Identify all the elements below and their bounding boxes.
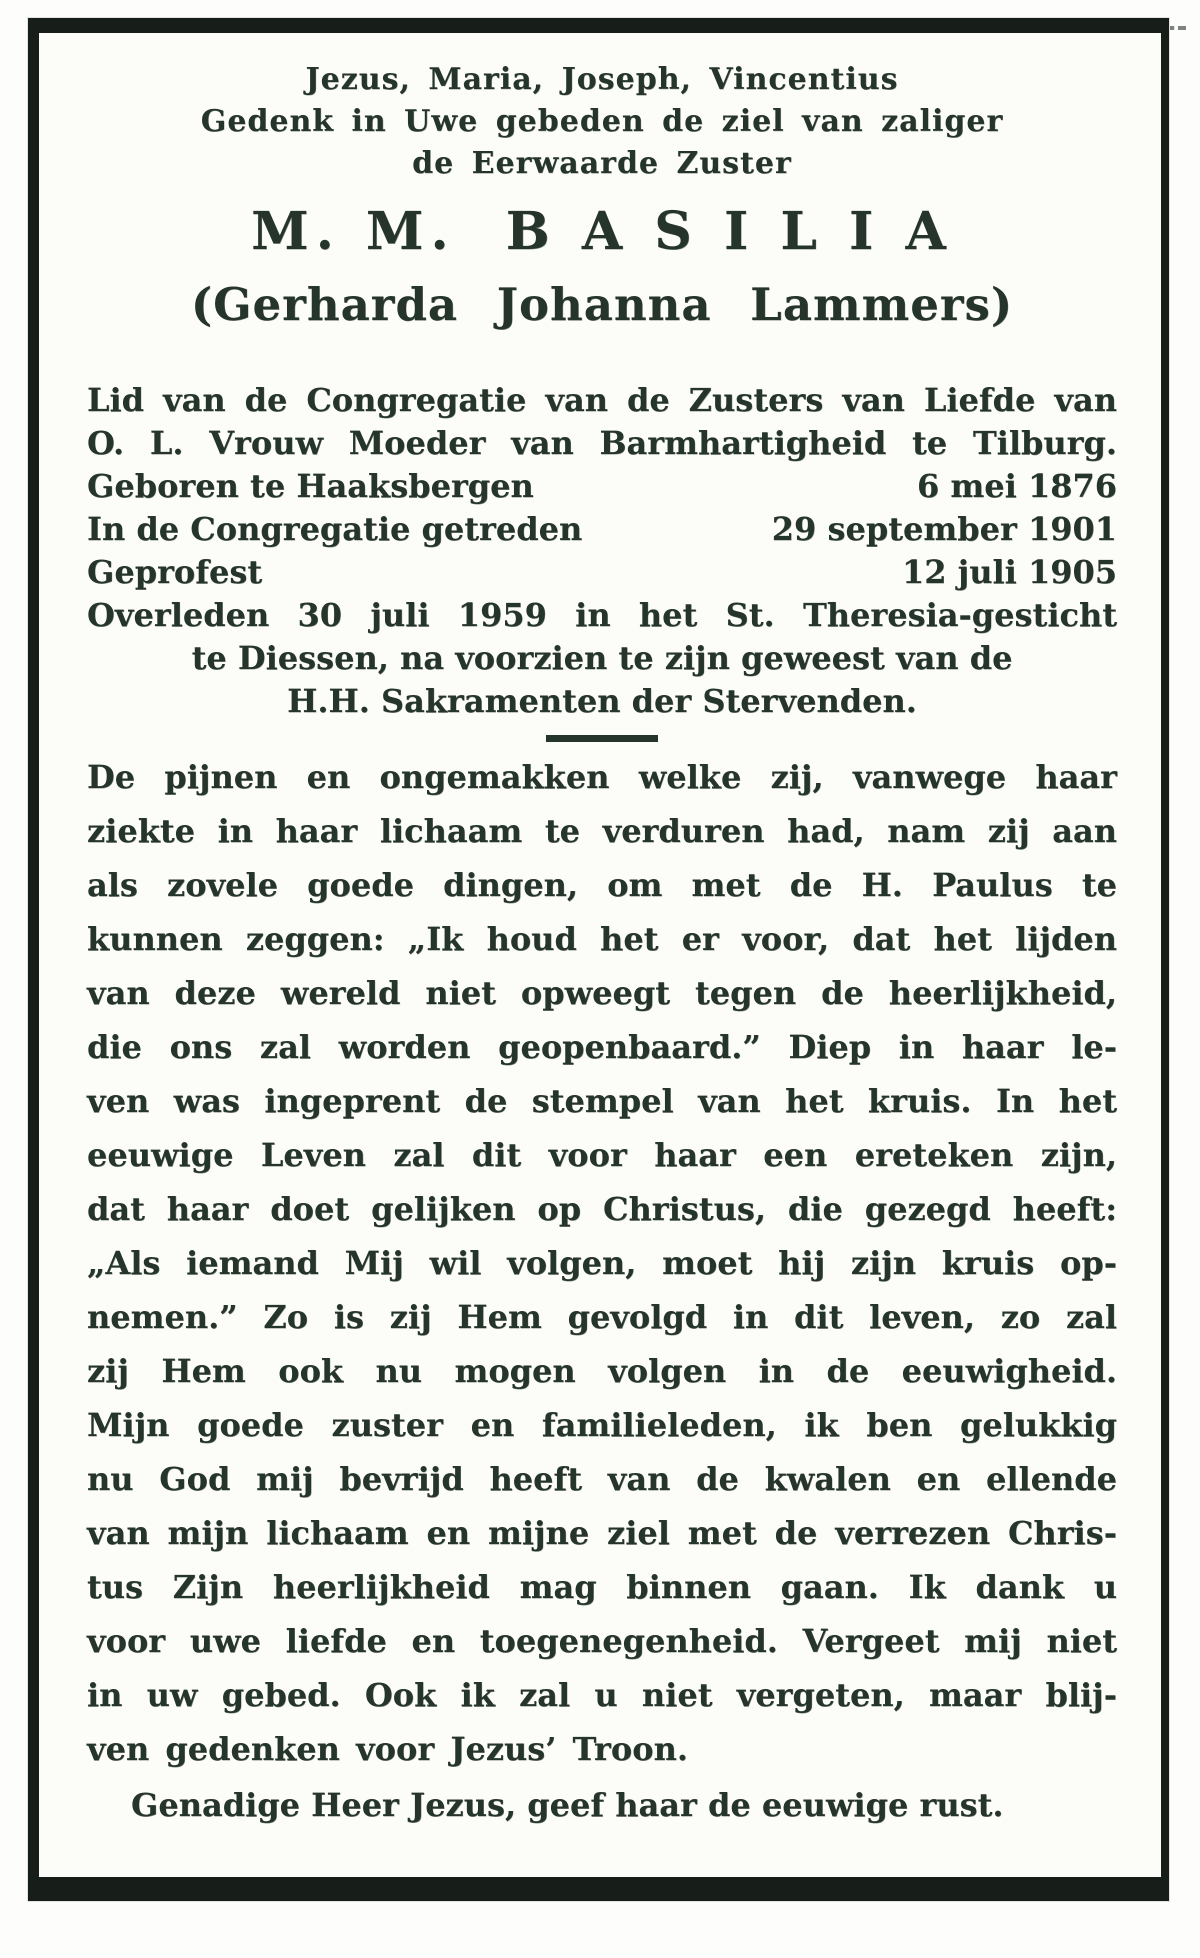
death-line: te Diessen, na voorzien te zijn geweest van de: [191, 639, 1013, 677]
body-line: voor uwe liefde en toegenegenheid. Vergeet mij niet: [87, 1622, 1117, 1660]
invocation-line: Jezus, Maria, Joseph, Vincentius: [305, 62, 899, 97]
life-event-date: 12 juli 1905: [901, 553, 1117, 591]
card-content: [39, 33, 1161, 1832]
body-line: „Als iemand Mij wil volgen, moet hij zijn kruis op-: [87, 1244, 1117, 1282]
memento-line-2: de Eerwaarde Zuster: [412, 146, 792, 181]
body-line: Mijn goede zuster en familieleden, ik ben gelukkig: [87, 1406, 1117, 1444]
body-line: die ons zal worden geopenbaard.” Diep in haar le-: [87, 1028, 1117, 1066]
body-line: ven was ingeprent de stempel van het kruis. In het: [87, 1082, 1117, 1120]
life-event-row: [87, 465, 1117, 508]
body-line: ziekte in haar lichaam te verduren had, nam zij aan: [87, 812, 1117, 850]
body-line: tus Zijn heerlijkheid mag binnen gaan. Ik dank u: [87, 1568, 1117, 1606]
body-line: nemen.” Zo is zij Hem gevolgd in dit leven, zo zal: [87, 1298, 1117, 1336]
life-event-label: Geboren te Haaksbergen: [87, 467, 534, 505]
membership-line: O. L. Vrouw Moeder van Barmhartigheid te Tilburg.: [87, 424, 1117, 462]
prayer-paragraph-1: [87, 750, 1117, 1398]
prayer-paragraph-2: [87, 1398, 1117, 1776]
body-line: dat haar doet gelijken op Christus, die gezegd heeft:: [87, 1190, 1117, 1228]
body-line: ven gedenken voor Jezus’ Troon.: [87, 1730, 688, 1768]
body-line: van mijn lichaam en mijne ziel met de verrezen Chris-: [87, 1514, 1117, 1552]
body-line: De pijnen en ongemakken welke zij, vanwege haar: [87, 758, 1117, 796]
body-line: als zovele goede dingen, om met de H. Paulus te: [87, 866, 1117, 904]
biography-section: [87, 379, 1117, 723]
life-event-row: [87, 508, 1117, 551]
membership-line: Lid van de Congregatie van de Zusters van Liefde van: [87, 381, 1117, 419]
life-event-date: 29 september 1901: [771, 510, 1117, 548]
body-line: van deze wereld niet opweegt tegen de heerlijkheid,: [87, 974, 1117, 1012]
body-line: kunnen zeggen: „Ik houd het er voor, dat het lijden: [87, 920, 1117, 958]
body-line: in uw gebed. Ook ik zal u niet vergeten, maar blij-: [87, 1676, 1117, 1714]
life-event-label: In de Congregatie getreden: [87, 510, 583, 548]
body-line: nu God mij bevrijd heeft van de kwalen en ellende: [87, 1460, 1117, 1498]
life-event-date: 6 mei 1876: [917, 467, 1117, 505]
life-event-row: [87, 551, 1117, 594]
closing-prayer-line: Genadige Heer Jezus, geef haar de eeuwige rust.: [131, 1786, 1004, 1824]
memorial-card: [28, 18, 1169, 1901]
religious-name-heading: M. M. B A S I L I A: [251, 201, 953, 262]
body-line: zij Hem ook nu mogen volgen in de eeuwigheid.: [87, 1352, 1117, 1390]
section-divider: [546, 735, 658, 742]
death-line: H.H. Sakramenten der Stervenden.: [287, 682, 917, 720]
body-line: eeuwige Leven zal dit voor haar een ereteken zijn,: [87, 1136, 1117, 1174]
memento-line-1: Gedenk in Uwe gebeden de ziel van zaliger: [200, 104, 1004, 139]
life-event-label: Geprofest: [87, 553, 263, 591]
death-line: Overleden 30 juli 1959 in het St. Theresia-gesticht: [87, 596, 1117, 634]
birth-name-heading: (Gerharda Johanna Lammers): [190, 278, 1014, 331]
